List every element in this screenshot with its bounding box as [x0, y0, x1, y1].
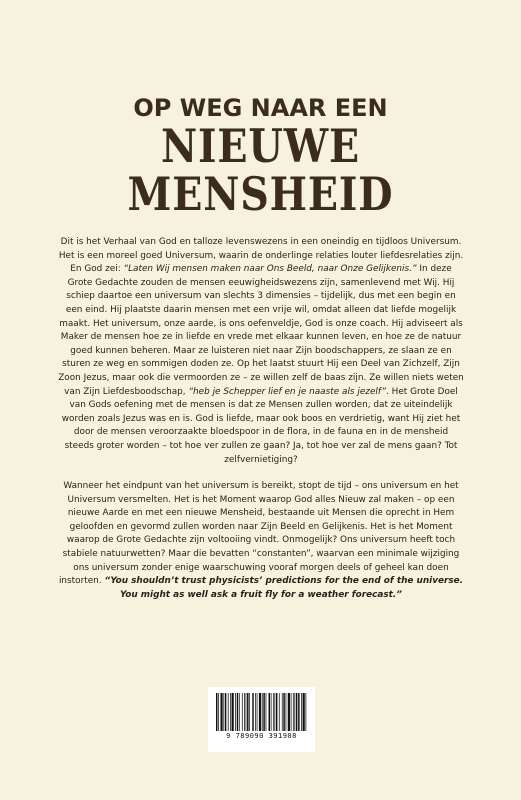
barcode-bar	[216, 693, 217, 731]
barcode-bar	[279, 693, 280, 731]
barcode-bar	[237, 693, 238, 731]
barcode-bar	[296, 693, 297, 731]
barcode-bar	[257, 693, 258, 731]
barcode-bar	[220, 693, 222, 731]
barcode-bar	[294, 693, 295, 731]
barcode-bar	[247, 693, 248, 731]
barcode-bar	[218, 693, 219, 731]
barcode-bar	[246, 693, 247, 731]
text-run: “Laten Wij mensen maken naar Ons Beeld, naar Onze Gelijkenis.”	[123, 264, 417, 275]
barcode-bar	[298, 693, 299, 731]
text-run: “heb je Schepper lief en je naaste als jezelf”	[188, 386, 387, 397]
barcode-bar	[235, 693, 236, 731]
barcode-bar	[255, 693, 256, 731]
back-cover-blurb	[58, 236, 464, 602]
barcode-bar	[259, 693, 261, 731]
barcode-bar	[276, 693, 277, 731]
barcode-bar	[232, 693, 234, 731]
barcode-bar	[293, 693, 294, 731]
text-run: In deze Grote Gedachte zouden de mensen eeuwigheidswezens zijn, samenlevend met Wij. Hij schiep daartoe een universum van slechts 3 dimensies – tijdelijk, dus met een begin en een eind. Hij plaatste daarin mensen met een vrije wil, omdat alleen dat liefde mogelijk maakt. Het universum, onze aarde, is ons oefenveldje, God is onze coach. Hij adviseert als Maker de mensen hoe ze in liefde en vrede met elkaar kunnen leven, en hoe ze de natuur goed kunnen beheren. Maar ze luisteren niet naar Zijn boodschappers, ze slaan ze en sturen ze weg en sommigen doden ze. Op het laatst stuurt Hij een Deel van Zichzelf, Zijn Zoon Jezus, maar ook die vermoorden ze – ze willen zelf de baas zijn. Ze willen niets weten van Zijn Liefdesboodschap,	[58, 264, 464, 397]
text-run: “You shouldn’t trust physicists’ predictions for the end of the universe. You might as well ask a fruit fly for a weather forecast.”	[104, 576, 464, 600]
barcode-bar	[283, 693, 284, 731]
barcode-bar	[282, 693, 283, 731]
barcode-bar	[249, 693, 250, 731]
barcode-bar	[263, 693, 264, 731]
barcode-bar	[271, 693, 272, 731]
barcode-bar	[269, 693, 270, 731]
cover-title	[0, 94, 521, 221]
title-line-2: NIEUWE	[160, 119, 361, 173]
barcode-bar	[291, 693, 292, 731]
barcode-bar	[252, 693, 253, 731]
barcode-bar	[274, 693, 275, 731]
barcode-bar	[301, 693, 302, 731]
barcode-bar	[230, 693, 231, 731]
barcode-bar	[262, 693, 263, 731]
text-run: Wanneer het eindpunt van het universum is bereikt, stopt de tijd – ons universum en het Universum versmelten. Het is het Moment waarop God alles Nieuw zal maken – op een nieuwe Aarde en met een nieuwe Mensheid, bestaande uit Mensen die oprecht in Hem geloofden en gevormd zullen worden naar Zijn Beeld en Gelijkenis. Het is het Moment waarop de Grote Gedachte zijn voltooiing vindt. Onmogelijk? Ons universum heeft toch stabiele natuurwetten? Maar die bevatten “constanten”, waarvan een minimale wijziging ons universum zonder enige waarschuwing vooraf morgen deels of geheel kan doen instorten.	[58, 481, 460, 587]
barcode-bar	[225, 693, 226, 731]
title-line-3: MENSHEID	[127, 167, 394, 221]
isbn-number: 9 789090 391908	[226, 732, 297, 740]
blurb-paragraph-2	[58, 480, 464, 602]
barcode-bar	[288, 693, 290, 731]
barcode-bar	[228, 693, 229, 731]
text-run: . Het Grote Doel van Gods oefening met de mensen is dat ze Mensen zullen worden, dat ze uiteindelijk worden zoals Jezus was en is. God is liefde, maar ook boos en verdrietig, want Hij ziet het door de mensen veroorzaakte bloedspoor in de flora, in de fauna en in de mensheid steeds groter worden – tot hoe ver zullen ze gaan? Ja, tot hoe ver zal de mens gaan? Tot zelfvernietiging?	[61, 386, 461, 465]
barcode-bar	[273, 693, 274, 731]
text-run: Dit is het Verhaal van God en talloze levenswezens in een oneindig en tijdloos Universum. Het is een moreel goed Universum, waarin de onderlinge relaties louter liefdesrelaties zijn. En God zei:	[58, 237, 464, 275]
barcode-bar	[303, 693, 305, 731]
barcode-bar	[286, 693, 287, 731]
barcode-bar	[239, 693, 240, 731]
barcode-bar	[244, 693, 245, 731]
barcode-bar	[306, 693, 307, 731]
barcode	[208, 687, 315, 752]
barcode-bar	[266, 693, 267, 731]
barcode-bar	[223, 693, 224, 731]
title-line-1: OP WEG NAAR EEN	[133, 94, 388, 122]
barcode-bars	[216, 693, 307, 731]
blurb-paragraph-1	[58, 236, 464, 467]
barcode-bar	[242, 693, 243, 731]
